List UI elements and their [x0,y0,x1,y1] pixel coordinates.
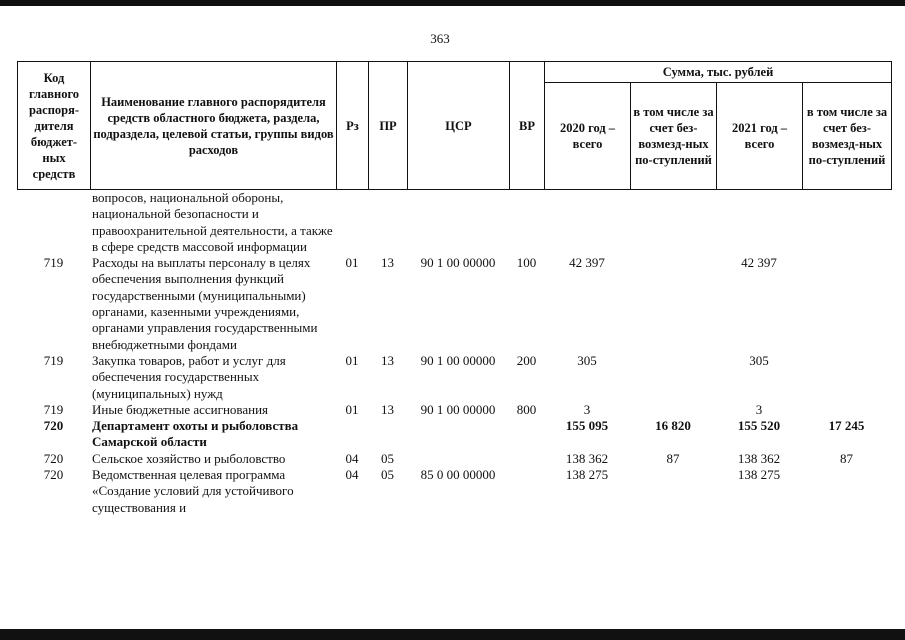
table-row [17,467,891,516]
cell-name: Сельское хозяйство и рыболовство [92,450,286,466]
table-header [17,61,892,190]
header-vr: ВР [510,62,545,190]
cell-pr: 05 [381,467,394,483]
header-rz: Рз [337,62,369,190]
header-2021-incl: в том числе за счет без-возмезд-ных по-ступлений [803,83,892,190]
cell-code: 719 [43,401,64,417]
cell-2021-incl [802,190,891,255]
cell-2020-incl [630,467,716,516]
cell-2021-incl [802,255,891,353]
cell-csr [407,451,509,467]
cell-vr [509,467,544,516]
cell-name: Иные бюджетные ассигнования [92,401,269,417]
cell-rz: 01 [345,255,359,271]
cell-csr: 90 1 00 00000 [420,401,496,417]
cell-vr [509,418,544,451]
cell-rz: 04 [345,450,359,466]
cell-pr: 13 [381,255,394,271]
table-row [17,418,891,451]
header-2020-incl: в том числе за счет без-возмезд-ных по-ступлений [631,83,717,190]
cell-2020-total: 42 397 [569,255,605,271]
cell-2020-total [544,190,630,255]
header-pr: ПР [369,62,408,190]
cell-2020-incl [630,255,716,353]
cell-rz [336,418,368,451]
cell-2021-total: 3 [755,401,763,417]
cell-pr: 13 [381,401,394,417]
cell-2021-total: 138 362 [737,450,781,466]
cell-code: 719 [43,352,64,368]
cell-pr [368,190,407,255]
cell-2020-total: 138 275 [565,467,609,483]
table-row [17,190,891,255]
cell-rz: 01 [345,401,359,417]
cell-vr [509,451,544,467]
cell-csr: 90 1 00 00000 [420,255,496,271]
cell-vr: 100 [516,255,537,271]
table-row [17,255,891,353]
cell-2021-total: 305 [749,352,769,368]
cell-2021-incl: 17 245 [828,418,865,434]
table-body [17,190,891,516]
cell-2020-incl [630,353,716,402]
cell-vr [509,190,544,255]
cell-pr: 13 [381,352,394,368]
cell-vr: 800 [516,401,537,417]
cell-name: Расходы на выплаты персоналу в целях обеспечения выполнения функций государственными (муниципальными) органами, казенными учреждениями, органами управления государственными внебюджетными фондами [92,255,318,352]
cell-vr: 200 [516,352,537,368]
header-code: Код главного распоря-дителя бюджет-ных средств [18,62,91,190]
header-csr: ЦСР [408,62,510,190]
cell-rz: 01 [345,352,359,368]
cell-csr: 90 1 00 00000 [420,352,496,368]
cell-2021-total: 138 275 [737,467,781,483]
cell-code [17,190,90,255]
header-2021-total: 2021 год – всего [717,83,803,190]
cell-2021-total [716,190,802,255]
bottom-border [0,629,905,640]
table-row [17,451,891,467]
header-name: Наименование главного распорядителя средств областного бюджета, раздела, подраздела, целевой статьи, группы видов расходов [91,62,337,190]
cell-name: Ведомственная целевая программа «Создание условий для устойчивого существования и [92,467,294,515]
cell-2021-incl: 87 [840,450,853,466]
cell-csr: 85 0 00 00000 [420,467,496,483]
cell-2021-incl [802,353,891,402]
cell-pr: 05 [381,450,394,466]
cell-csr [407,418,509,451]
cell-rz [336,190,368,255]
cell-code: 720 [43,450,64,466]
page-number: 363 [430,31,450,46]
cell-2020-incl: 87 [666,450,680,466]
cell-2020-total: 3 [583,401,591,417]
cell-2020-total: 305 [577,352,597,368]
cell-2020-total: 138 362 [565,450,609,466]
cell-code: 720 [43,467,64,483]
cell-name: Закупка товаров, работ и услуг для обеспечения государственных (муниципальных) нужд [92,352,286,401]
cell-2020-incl [630,190,716,255]
cell-2021-total: 42 397 [741,255,777,271]
cell-2021-incl [802,402,891,418]
table-row [17,353,891,402]
cell-name: вопросов, национальной обороны, национальной безопасности и правоохранительной деятельности, а также в сфере средств массовой информации [92,190,333,254]
header-2020-total: 2020 год – всего [545,83,631,190]
top-border [0,0,905,6]
table-row [17,402,891,418]
cell-name: Департамент охоты и рыболовства Самарской области [92,418,299,450]
cell-pr [368,418,407,451]
cell-2021-total: 155 520 [737,418,781,434]
cell-2020-incl [630,402,716,418]
header-sum-title: Сумма, тыс. рублей [545,62,892,83]
cell-rz: 04 [345,467,359,483]
cell-code: 719 [43,255,64,271]
cell-2020-incl: 16 820 [655,418,691,434]
cell-2020-total: 155 095 [565,418,609,434]
cell-2021-incl [802,467,891,516]
cell-code: 720 [43,418,64,434]
cell-csr [407,190,509,255]
